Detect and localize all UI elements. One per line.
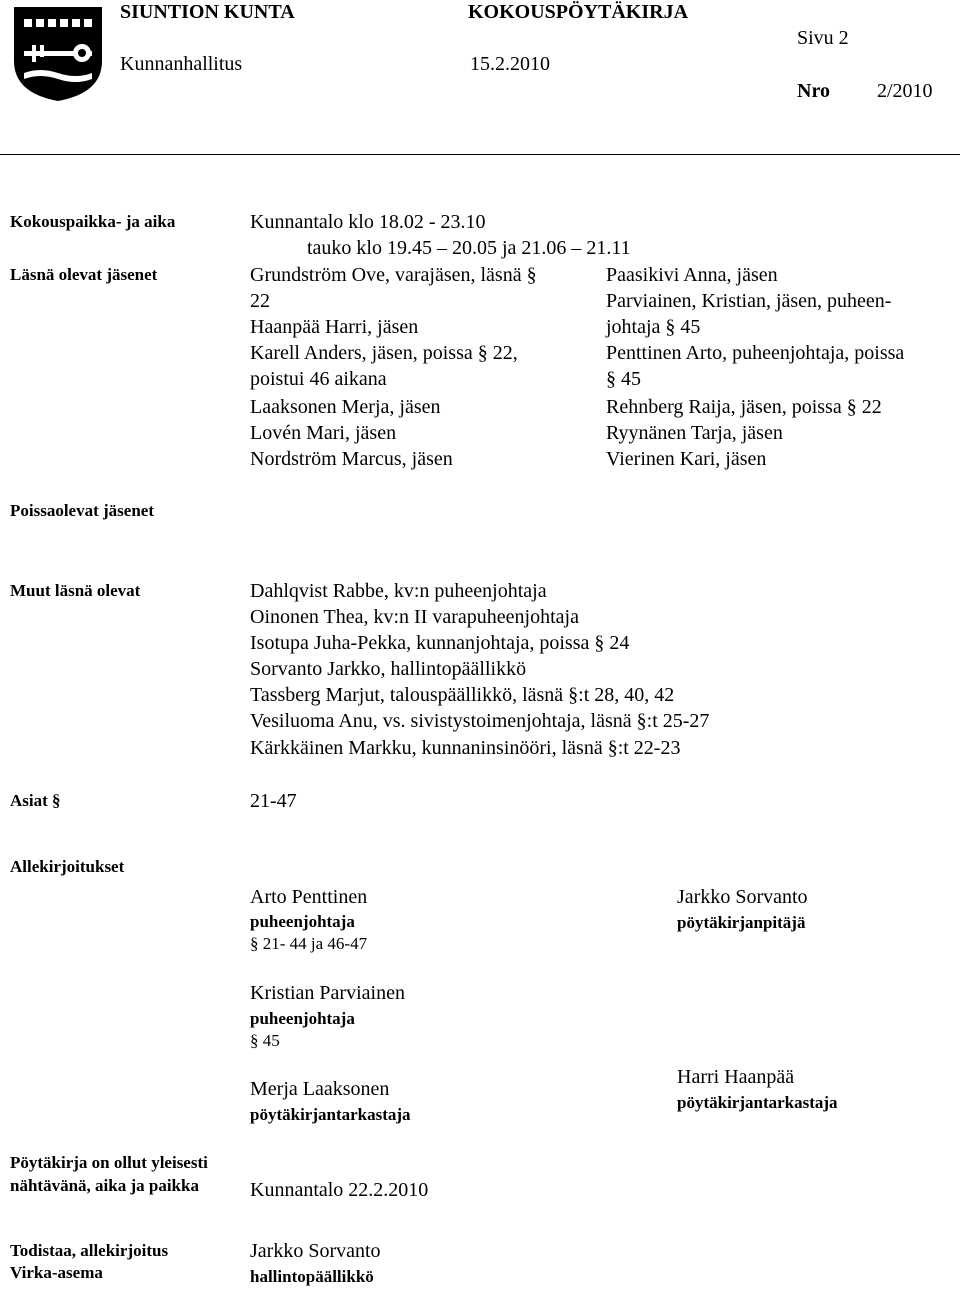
meeting-line1: Kunnantalo klo 18.02 - 23.10: [250, 211, 486, 233]
org-name: SIUNTION KUNTA: [120, 1, 295, 23]
meeting-date: 15.2.2010: [470, 53, 550, 75]
certify-label-line2: Virka-asema: [10, 1263, 103, 1282]
signer-name: Merja Laaksonen: [250, 1078, 390, 1100]
signer-role: pöytäkirjantarkastaja: [250, 1105, 411, 1124]
items-label: Asiat §: [10, 791, 61, 810]
page-number: Sivu 2: [797, 27, 849, 49]
signatures-label: Allekirjoitukset: [10, 857, 125, 876]
signer-name: Kristian Parviainen: [250, 982, 405, 1004]
nro-value: 2/2010: [877, 80, 933, 102]
signer-name: Harri Haanpää: [677, 1066, 795, 1088]
public-label-line1: Pöytäkirja on ollut yleisesti: [10, 1153, 208, 1172]
signer-role: puheenjohtaja: [250, 912, 355, 931]
absent-label: Poissaolevat jäsenet: [10, 501, 155, 520]
header-divider: [0, 154, 960, 155]
nro-label: Nro: [797, 80, 830, 102]
certify-label-line1: Todistaa, allekirjoitus: [10, 1241, 169, 1260]
present-left-line: Grundström Ove, varajäsen, läsnä §: [250, 264, 537, 286]
signer-name: Arto Penttinen: [250, 886, 368, 908]
signer-note: § 21- 44 ja 46-47: [250, 934, 368, 953]
certifier-role: hallintopäällikkö: [250, 1267, 374, 1286]
present-left-line: Haanpää Harri, jäsen: [250, 316, 419, 338]
present-right-line: § 45: [606, 368, 641, 390]
certifier-name: Jarkko Sorvanto: [250, 1240, 381, 1262]
present-left-line: Lovén Mari, jäsen: [250, 422, 397, 444]
others-item: Oinonen Thea, kv:n II varapuheenjohtaja: [250, 606, 579, 628]
meeting-line2: tauko klo 19.45 – 20.05 ja 21.06 – 21.11: [307, 237, 631, 259]
items-value: 21-47: [250, 790, 297, 812]
signer-role: puheenjohtaja: [250, 1009, 355, 1028]
present-label: Läsnä olevat jäsenet: [10, 265, 158, 284]
signer-role: pöytäkirjanpitäjä: [677, 913, 806, 932]
present-right-line: Rehnberg Raija, jäsen, poissa § 22: [606, 396, 882, 418]
others-item: Dahlqvist Rabbe, kv:n puheenjohtaja: [250, 580, 547, 602]
others-item: Sorvanto Jarkko, hallintopäällikkö: [250, 658, 527, 680]
present-right-line: johtaja § 45: [606, 316, 701, 338]
present-right-line: Paasikivi Anna, jäsen: [606, 264, 778, 286]
present-left-line: 22: [250, 290, 270, 312]
present-left-line: Nordström Marcus, jäsen: [250, 448, 453, 470]
present-right-line: Vierinen Kari, jäsen: [606, 448, 767, 470]
meeting-body: Kunnanhallitus: [120, 53, 243, 75]
meeting-label: Kokouspaikka- ja aika: [10, 212, 176, 231]
public-label-line2: nähtävänä, aika ja paikka: [10, 1176, 199, 1195]
others-item: Isotupa Juha-Pekka, kunnanjohtaja, poissa § 24: [250, 632, 630, 654]
others-item: Vesiluoma Anu, vs. sivistystoimenjohtaja, läsnä §:t 25-27: [250, 710, 710, 732]
present-left-line: poistui 46 aikana: [250, 368, 387, 390]
others-item: Tassberg Marjut, talouspäällikkö, läsnä §:t 28, 40, 42: [250, 684, 675, 706]
public-value: Kunnantalo 22.2.2010: [250, 1179, 429, 1201]
present-left-line: Karell Anders, jäsen, poissa § 22,: [250, 342, 518, 364]
present-right-line: Parviainen, Kristian, jäsen, puheen-: [606, 290, 892, 312]
present-left-line: Laaksonen Merja, jäsen: [250, 396, 441, 418]
signer-role: pöytäkirjantarkastaja: [677, 1093, 838, 1112]
signer-name: Jarkko Sorvanto: [677, 886, 808, 908]
others-label: Muut läsnä olevat: [10, 581, 141, 600]
present-right-line: Penttinen Arto, puheenjohtaja, poissa: [606, 342, 905, 364]
others-item: Kärkkäinen Markku, kunnaninsinööri, läsnä §:t 22-23: [250, 737, 681, 759]
municipality-crest-logo: [10, 3, 106, 103]
document-type: KOKOUSPÖYTÄKIRJA: [468, 1, 689, 23]
signer-note: § 45: [250, 1031, 280, 1050]
present-right-line: Ryynänen Tarja, jäsen: [606, 422, 783, 444]
